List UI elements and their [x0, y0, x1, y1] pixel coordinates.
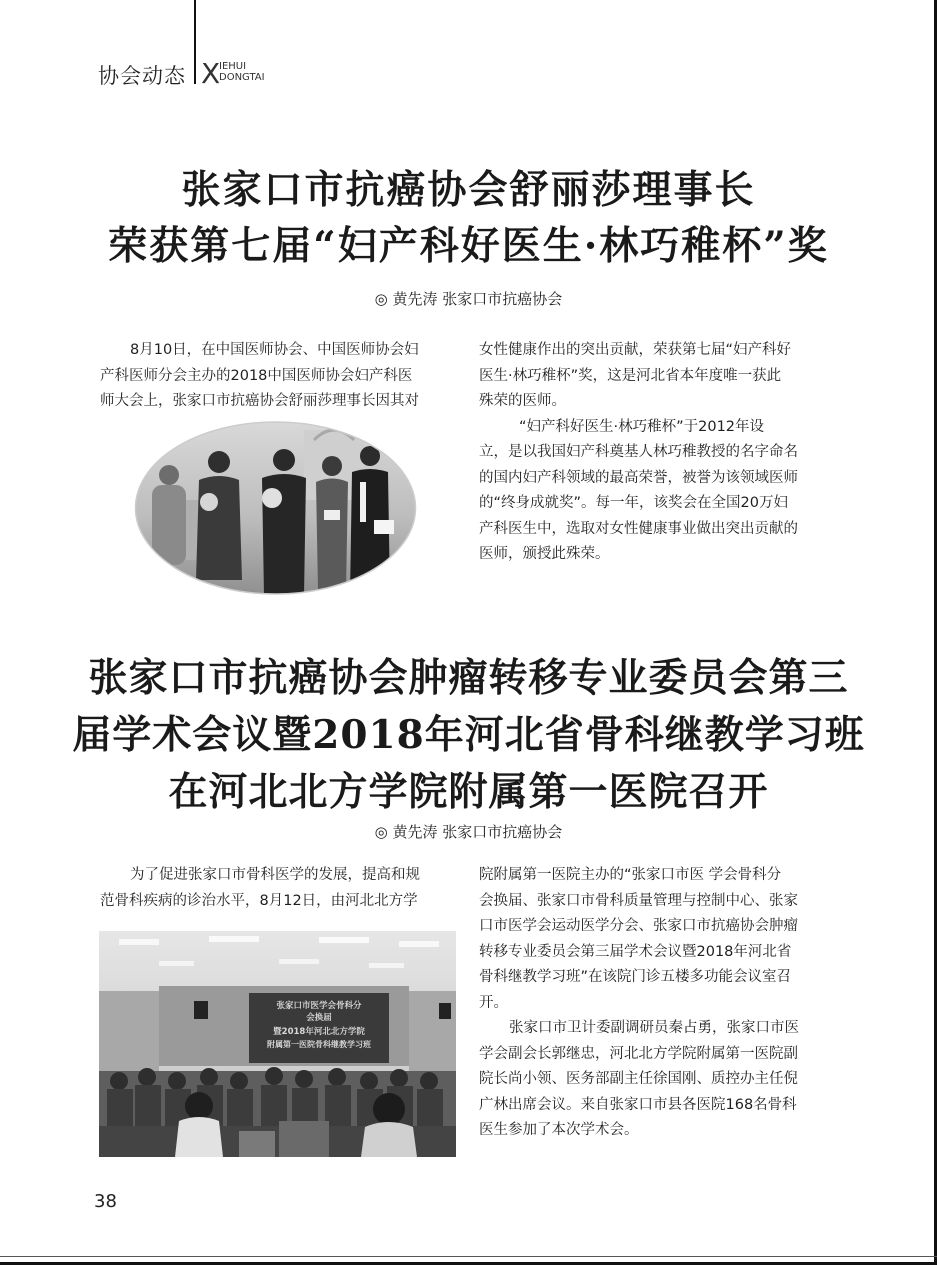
section-title-cn: 协会动态: [98, 64, 186, 88]
text-line: 医生参加了本次学术会。: [479, 1122, 639, 1138]
article1-title-line: 荣获第七届“妇产科好医生·林巧稚杯”奖: [108, 223, 829, 269]
award-ceremony-photo: [134, 420, 417, 596]
text-line: 口市医学会运动医学分会、张家口市抗癌协会肿瘤: [479, 918, 798, 934]
page-frame-bottom-thin: [0, 1256, 937, 1257]
text-line: 广林出席会议。来自张家口市县各医院168名骨科: [479, 1096, 797, 1113]
text-line: 范骨科疾病的诊治水平，8月12日，由河北北方学: [100, 892, 418, 909]
text-line: 医生·林巧稚杯”奖，这是河北省本年度唯一获此: [479, 367, 782, 384]
section-en-line1: IEHUI: [219, 61, 247, 72]
text-line: 张家口市卫计委副调研员秦占勇，张家口市医: [509, 1020, 799, 1036]
banner-text-line: 会换届: [306, 1013, 332, 1023]
header-divider: [194, 0, 196, 84]
text-line: 学会副会长郭继忠，河北北方学院附属第一医院副: [479, 1045, 798, 1062]
page-number: 38: [94, 1191, 117, 1212]
article2-byline: ◎ 黄先涛 张家口市抗癌协会: [374, 823, 563, 841]
article2-title: [0, 650, 937, 821]
article1-left-text: [100, 338, 458, 415]
article1-title-line: 张家口市抗癌协会舒丽莎理事长: [181, 167, 756, 213]
section-en-line2: DONGTAI: [219, 72, 265, 83]
text-line: 师大会上，张家口市抗癌协会舒丽莎理事长因其对: [100, 393, 419, 409]
text-line: 会换届、张家口市骨科质量管理与控制中心、张家: [479, 892, 798, 909]
text-line: 8月10日，在中国医师协会、中国医师协会妇: [130, 342, 419, 358]
text-line: 医师，颁授此殊荣。: [479, 546, 610, 562]
text-line: 院长尚小领、医务部副主任徐国刚、质控办主任倪: [479, 1071, 798, 1087]
text-line: 开。: [479, 994, 508, 1011]
section-title-en: [219, 62, 265, 84]
text-line: 的国内妇产科领域的最高荣誉，被誉为该领域医师: [479, 469, 798, 486]
article1-title: [0, 162, 937, 274]
text-line: 为了促进张家口市骨科医学的发展，提高和规: [130, 867, 420, 883]
article2-right-text: [479, 863, 837, 1144]
text-line: 院附属第一医院主办的“张家口市医 学会骨科分: [479, 867, 782, 883]
section-initial: X: [201, 57, 221, 90]
article1-byline: ◎ 黄先涛 张家口市抗癌协会: [374, 290, 563, 308]
article1-right-text: [479, 338, 837, 568]
conference-hall-photo: [99, 931, 456, 1157]
article2-left-text: [100, 863, 458, 914]
article2-title-line: 届学术会议暨2018年河北省骨科继教学习班: [72, 712, 865, 758]
banner-text-line: 附属第一医院骨科继教学习班: [267, 1040, 371, 1049]
text-line: 的“终身成就奖”。每一年，该奖会在全国20万妇: [479, 495, 788, 511]
article2-title-line: 在河北北方学院附属第一医院召开: [168, 769, 769, 815]
banner-text-line: 张家口市医学会骨科分: [276, 1001, 362, 1011]
text-line: “妇产科好医生·林巧稚杯”于2012年设: [519, 418, 765, 435]
text-line: 女性健康作出的突出贡献，荣获第七届“妇产科好: [479, 342, 792, 358]
article2-title-line: 张家口市抗癌协会肿瘤转移专业委员会第三: [88, 655, 849, 701]
text-line: 转移专业委员会第三届学术会议暨2018年河北省: [479, 943, 792, 960]
text-line: 骨科继教学习班”在该院门诊五楼多功能会议室召: [479, 969, 792, 985]
text-line: 产科医生中，选取对女性健康事业做出突出贡献的: [479, 520, 798, 537]
text-line: 产科医师分会主办的2018中国医师协会妇产科医: [100, 367, 413, 384]
banner-text-line: 暨2018年河北北方学院: [273, 1027, 365, 1037]
text-line: 立，是以我国妇产科奠基人林巧稚教授的名字命名: [479, 444, 798, 460]
text-line: 殊荣的医师。: [479, 393, 566, 409]
